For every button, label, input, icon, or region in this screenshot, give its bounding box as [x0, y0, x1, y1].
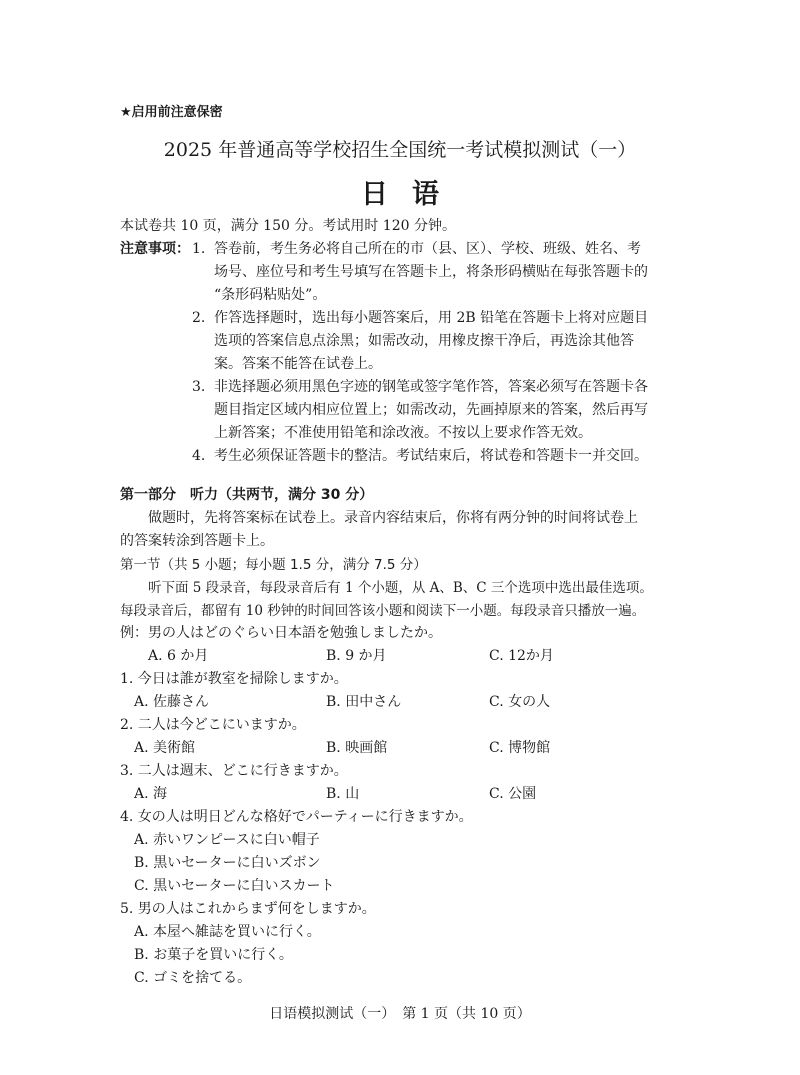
q1-option-c: C. 女の人 — [489, 694, 551, 710]
question-4: 4. 女の人は明日どんな格好でパーティーに行きますか。 — [120, 809, 473, 825]
q5-option-a: A. 本屋へ雑誌を買いに行く。 — [134, 924, 321, 940]
notes-label: 注意事项： — [120, 241, 190, 257]
q1-option-b: B. 田中さん — [326, 694, 402, 710]
note-item-1 — [192, 238, 641, 258]
q5-option-c: C. ゴミを捨てる。 — [134, 970, 252, 986]
note-line: 答卷前，考生务必将自己所在的市（县、区）、学校、班级、姓名、考 — [214, 241, 641, 257]
exam-title: 2025 年普通高等学校招生全国统一考试模拟测试（一） — [163, 139, 637, 161]
q4-option-b: B. 黒いセーターに白いズボン — [134, 855, 321, 871]
question-1: 1. 今日は誰が教室を掃除しますか。 — [120, 671, 348, 687]
note-number: 1. — [192, 241, 206, 257]
note-line: 考生必须保证答题卡的整洁。考试结束后，将试卷和答题卡一并交回。 — [214, 448, 648, 464]
note-number: 3. — [192, 379, 206, 395]
section1-heading: 第一节（共 5 小题；每小题 1.5 分，满分 7.5 分） — [120, 557, 427, 573]
confidential-mark: ★启用前注意保密 — [120, 105, 223, 120]
q2-option-c: C. 博物館 — [489, 740, 551, 756]
example-question: 例：男の人はどのぐらい日本語を勉強しましたか。 — [120, 625, 442, 641]
q3-option-b: B. 山 — [326, 786, 360, 802]
part1-instruction: 做题时，先将答案标在试卷上。录音内容结束后，你将有两分钟的时间将试卷上 — [148, 510, 638, 526]
note-item-4 — [192, 445, 648, 465]
note-line: 题目指定区域内相应位置上；如需改动，先画掉原来的答案，然后再写 — [214, 402, 648, 418]
q2-option-a: A. 美術館 — [134, 740, 196, 756]
note-line: “条形码粘贴处”。 — [214, 287, 327, 303]
q3-option-a: A. 海 — [134, 786, 168, 802]
part1-instruction: 的答案转涂到答题卡上。 — [120, 533, 274, 549]
note-item-3 — [192, 376, 648, 396]
note-line: 场号、座位号和考生号填写在答题卡上，将条形码横贴在每张答题卡的 — [214, 264, 648, 280]
note-line: 作答选择题时，选出每小题答案后，用 2B 铅笔在答题卡上将对应题目 — [214, 310, 649, 326]
q2-option-b: B. 映画館 — [326, 740, 388, 756]
example-option-c: C. 12か月 — [489, 648, 554, 664]
question-3: 3. 二人は週末、どこに行きますか。 — [120, 763, 348, 779]
note-number: 2. — [192, 310, 206, 326]
example-option-b: B. 9 か月 — [326, 648, 387, 664]
question-2: 2. 二人は今どこにいますか。 — [120, 717, 306, 733]
q1-option-a: A. 佐藤さん — [134, 694, 210, 710]
note-number: 4. — [192, 448, 206, 464]
example-option-a: A. 6 か月 — [148, 648, 209, 664]
note-line: 非选择题必须用黑色字迹的钢笔或签字笔作答，答案必须写在答题卡各 — [214, 379, 648, 395]
q3-option-c: C. 公園 — [489, 786, 537, 802]
page-footer: 日语模拟测试（一） 第 1 页（共 10 页） — [269, 1006, 531, 1022]
q4-option-a: A. 赤いワンピースに白い帽子 — [134, 832, 320, 848]
section1-instruction: 听下面 5 段录音，每段录音后有 1 个小题，从 A、B、C 三个选项中选出最佳选项。 — [148, 580, 653, 596]
section1-instruction: 每段录音后，都留有 10 秒钟的时间回答该小题和阅读下一小题。每段录音只播放一遍。 — [120, 603, 646, 619]
note-line: 上新答案；不准使用铅笔和涂改液。不按以上要求作答无效。 — [214, 425, 592, 441]
note-line: 选项的答案信息点涂黑；如需改动，用橡皮擦干净后，再选涂其他答 — [214, 333, 634, 349]
note-line: 案。答案不能答在试卷上。 — [214, 356, 382, 372]
question-5: 5. 男の人はこれからまず何をしますか。 — [120, 901, 376, 917]
subject-title: 日语 — [361, 179, 463, 210]
q5-option-b: B. お菓子を買いに行く。 — [134, 947, 293, 963]
q4-option-c: C. 黒いセーターに白いスカート — [134, 878, 335, 894]
exam-intro: 本试卷共 10 页，满分 150 分。考试用时 120 分钟。 — [120, 218, 456, 234]
part1-heading: 第一部分 听力（共两节，满分 30 分） — [120, 487, 374, 503]
note-item-2 — [192, 307, 648, 327]
